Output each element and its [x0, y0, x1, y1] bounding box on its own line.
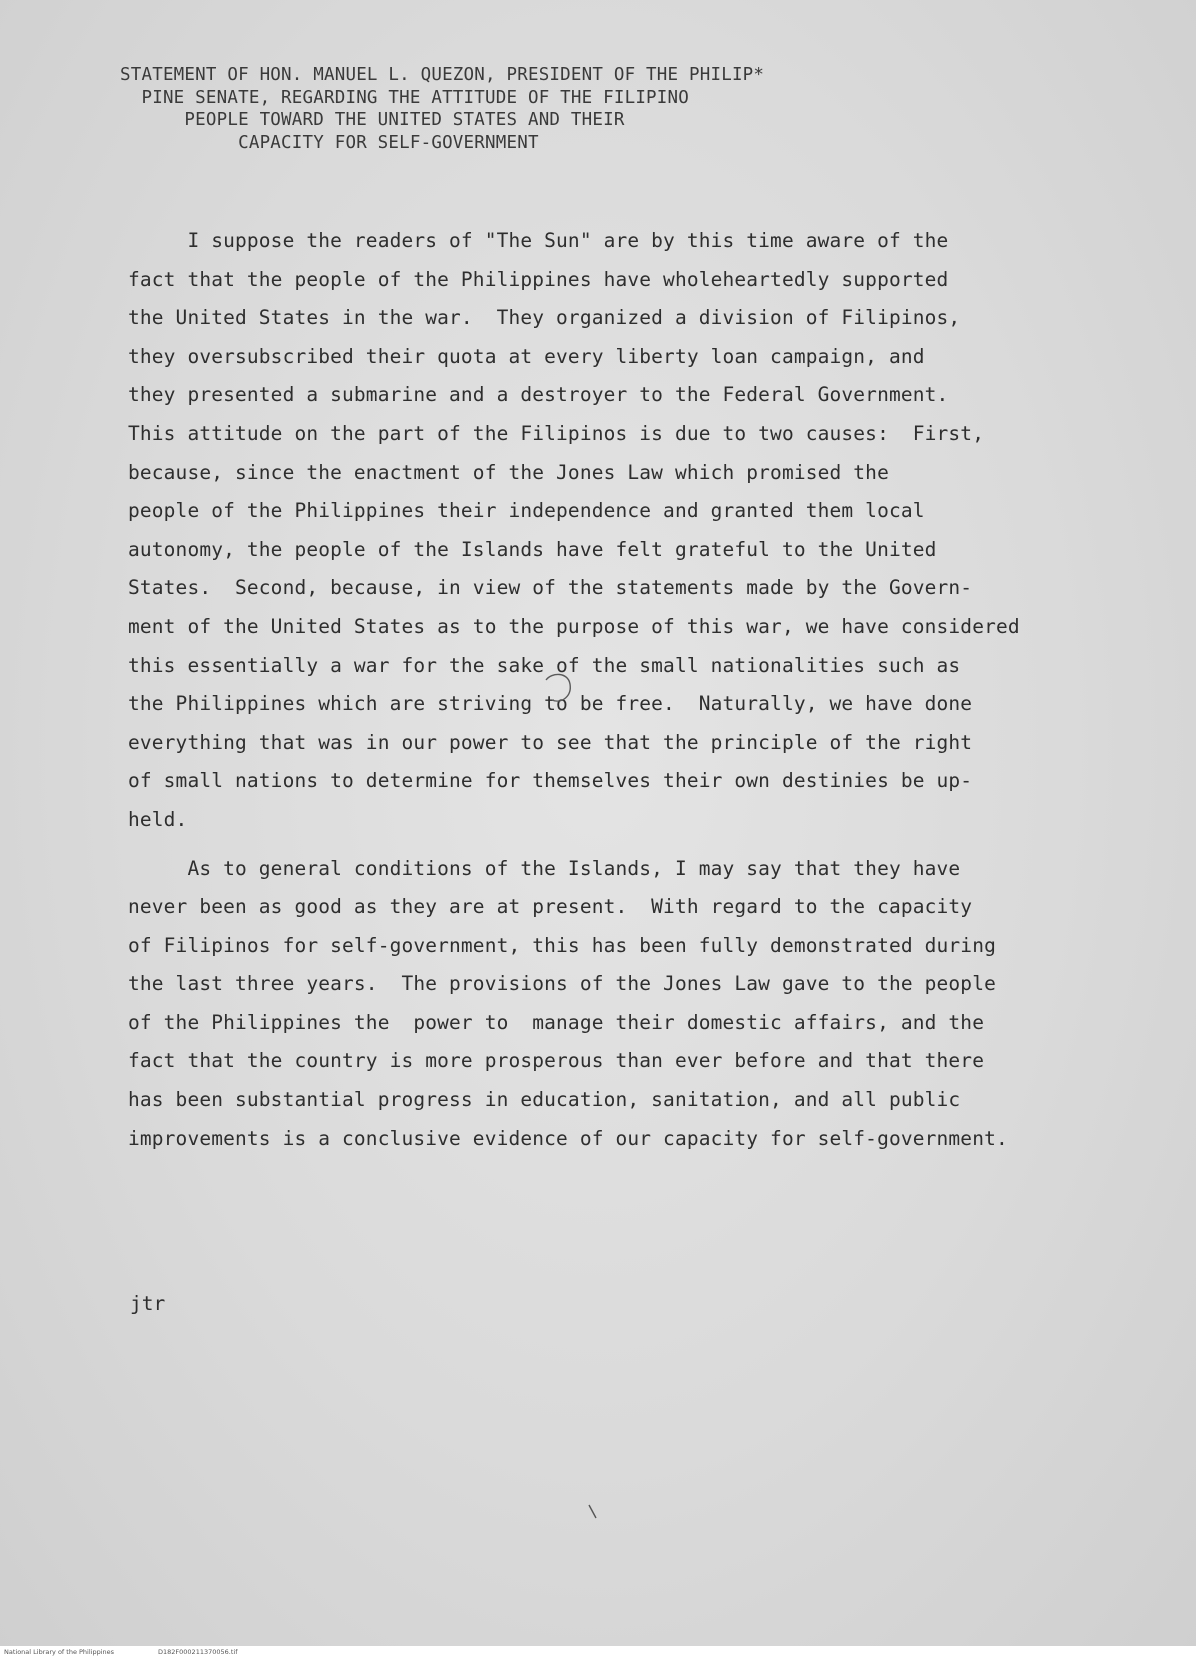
scan-footer: [0, 1646, 1196, 1658]
text-line: improvements is a conclusive evidence of our capacity for self-government.: [128, 1126, 1008, 1150]
text-line: this essentially a war for the sake of the small nationalities such as: [128, 653, 961, 677]
typist-initials: jtr: [130, 1292, 166, 1315]
text-line: the last three years. The provisions of the Jones Law gave to the people: [128, 972, 996, 996]
text-line: they presented a submarine and a destroyer to the Federal Government.: [128, 383, 949, 407]
text-line: the United States in the war. They organized a division of Filipinos,: [128, 306, 961, 330]
document-heading: [120, 64, 1020, 154]
document-body: [128, 222, 1138, 1158]
paragraph-2: [128, 850, 1138, 1159]
text-line: of the Philippines the power to manage their domestic affairs, and the: [128, 1010, 985, 1034]
text-line: people of the Philippines their independence and granted them local: [128, 499, 925, 523]
text-line: States. Second, because, in view of the statements made by the Govern-: [128, 576, 973, 600]
text-line: I suppose the readers of "The Sun" are by this time aware of the: [128, 229, 949, 252]
paragraph-1: [128, 222, 1138, 840]
heading-line: PEOPLE TOWARD THE UNITED STATES AND THEIR: [120, 110, 625, 130]
pen-circle-annotation: [538, 670, 578, 712]
text-line: of small nations to determine for themselves their own destinies be up-: [128, 769, 973, 793]
text-line: everything that was in our power to see that the principle of the right: [128, 730, 973, 754]
heading-line: STATEMENT OF HON. MANUEL L. QUEZON, PRESIDENT OF THE PHILIP*: [120, 65, 765, 85]
text-line: fact that the people of the Philippines have wholeheartedly supported: [128, 267, 949, 291]
text-line: of Filipinos for self-government, this has been fully demonstrated during: [128, 933, 996, 957]
text-line: never been as good as they are at present. With regard to the capacity: [128, 895, 973, 919]
text-line: This attitude on the part of the Filipinos is due to two causes: First,: [128, 421, 985, 445]
footer-file-id: D182F000211370056.tif: [158, 1648, 238, 1656]
text-line: has been substantial progress in education, sanitation, and all public: [128, 1088, 961, 1112]
footer-institution: National Library of the Philippines: [4, 1648, 115, 1656]
text-line: As to general conditions of the Islands, I may say that they have: [128, 856, 961, 880]
text-line: ment of the United States as to the purpose of this war, we have considered: [128, 614, 1020, 638]
heading-line: CAPACITY FOR SELF-GOVERNMENT: [120, 132, 539, 153]
text-line: fact that the country is more prosperous than ever before and that there: [128, 1049, 985, 1073]
heading-line: PINE SENATE, REGARDING THE ATTITUDE OF THE FILIPINO: [120, 87, 690, 108]
text-line: the Philippines which are striving to be free. Naturally, we have done: [128, 692, 973, 716]
text-line: they oversubscribed their quota at every liberty loan campaign, and: [128, 344, 925, 368]
text-line: autonomy, the people of the Islands have felt grateful to the United: [128, 537, 937, 561]
text-line: held.: [128, 807, 188, 831]
stray-pen-mark: [588, 1504, 598, 1520]
text-line: because, since the enactment of the Jones Law which promised the: [128, 460, 889, 484]
